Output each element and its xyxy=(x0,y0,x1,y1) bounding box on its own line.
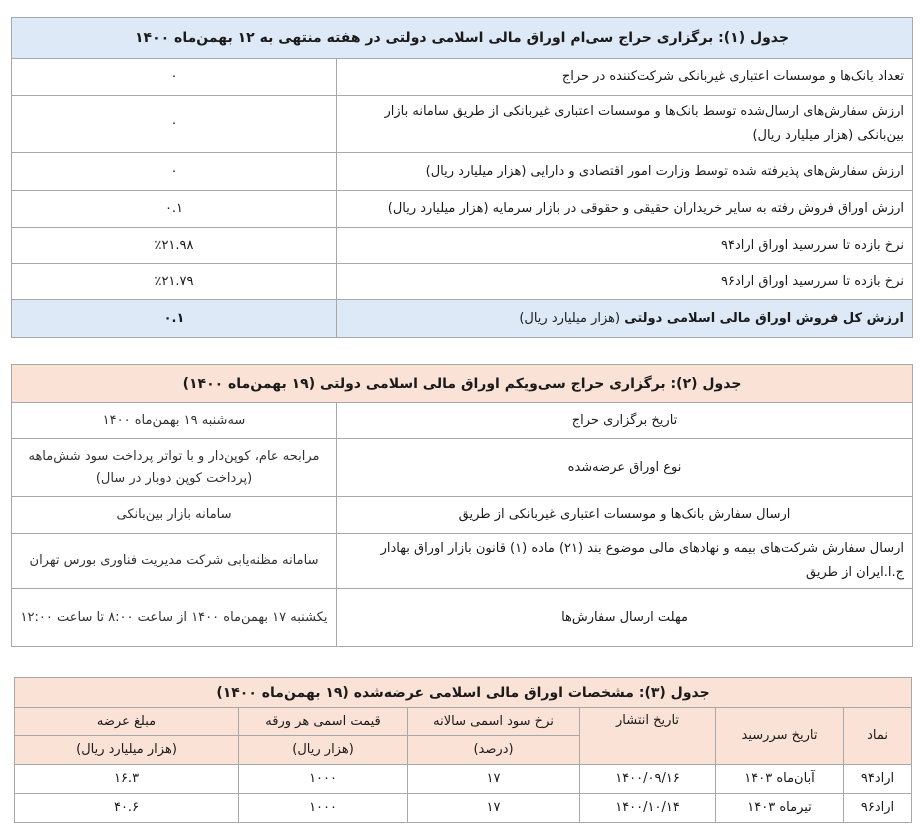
amount-cell: ۱۶.۳ xyxy=(15,765,239,794)
orders-sent-label: ارزش سفارش‌های ارسال‌شده توسط بانک‌ها و موسسات اعتباری غیربانکی از طریق سامانه بازار بین‌بانکی (هزار میلیارد ریال) xyxy=(337,96,913,153)
total-sales-label-main: ارزش کل فروش اوراق مالی اسلامی دولتی xyxy=(624,310,904,326)
bank-channel-label: ارسال سفارش بانک‌ها و موسسات اعتباری غیربانکی از طریق xyxy=(337,497,913,534)
auction-31-table xyxy=(11,364,913,647)
ytm-arad94-value: ٪۲۱.۹۸ xyxy=(12,228,337,264)
amount-cell: ۴۰.۶ xyxy=(15,794,239,823)
total-sales-value: ۰.۱ xyxy=(12,300,337,338)
issue-date-cell: ۱۴۰۰/۱۰/۱۴ xyxy=(580,794,716,823)
insurers-channel-value: سامانه مظنه‌یابی شرکت مدیریت فناوری بورس تهران xyxy=(12,534,337,589)
auction-30-table xyxy=(11,17,913,338)
table-title: جدول (۱): برگزاری حراج سی‌ام اوراق مالی اسلامی دولتی در هفته منتهی به ۱۲ بهمن‌ماه ۱۴۰۰ xyxy=(12,18,913,59)
col-header-amount: مبلغ عرضه xyxy=(15,708,239,736)
orders-accepted-value: ۰ xyxy=(12,153,337,191)
offered-bonds-table xyxy=(14,677,912,823)
other-buyers-label: ارزش اوراق فروش رفته به سایر خریداران حقیقی و حقوقی در بازار سرمایه (هزار میلیارد ریال) xyxy=(337,191,913,228)
symbol-cell: اراد۹۴ xyxy=(844,765,912,794)
order-deadline-value: یکشنبه ۱۷ بهمن‌ماه ۱۴۰۰ از ساعت ۸:۰۰ تا ساعت ۱۲:۰۰ xyxy=(12,589,337,647)
col-header-maturity: تاریخ سررسید xyxy=(716,708,844,765)
ytm-arad96-value: ٪۲۱.۷۹ xyxy=(12,264,337,300)
rate-cell: ۱۷ xyxy=(408,765,580,794)
table-title: جدول (۳): مشخصات اوراق مالی اسلامی عرضه‌شده (۱۹ بهمن‌ماه ۱۴۰۰) xyxy=(15,678,912,708)
maturity-cell: آبان‌ماه ۱۴۰۳ xyxy=(716,765,844,794)
table-row xyxy=(15,765,912,794)
order-deadline-label: مهلت ارسال سفارش‌ها xyxy=(337,589,913,647)
bond-type-value: مرابحه عام، کوپن‌دار و با تواتر پرداخت سود شش‌ماهه (پرداخت کوپن دوبار در سال) xyxy=(12,439,337,497)
col-header-price: قیمت اسمی هر ورقه xyxy=(239,708,408,736)
total-sales-unit: (هزار میلیارد ریال) xyxy=(519,310,625,326)
rate-cell: ۱۷ xyxy=(408,794,580,823)
total-sales-label xyxy=(337,300,913,338)
maturity-cell: تیرماه ۱۴۰۳ xyxy=(716,794,844,823)
participants-label: تعداد بانک‌ها و موسسات اعتباری غیربانکی شرکت‌کننده در حراج xyxy=(337,59,913,96)
col-header-rate-unit: (درصد) xyxy=(408,736,580,765)
ytm-arad94-label: نرخ بازده تا سررسید اوراق اراد۹۴ xyxy=(337,228,913,264)
issue-date-cell: ۱۴۰۰/۰۹/۱۶ xyxy=(580,765,716,794)
auction-date-value: سه‌شنبه ۱۹ بهمن‌ماه ۱۴۰۰ xyxy=(12,403,337,439)
bank-channel-value: سامانه بازار بین‌بانکی xyxy=(12,497,337,534)
price-cell: ۱۰۰۰ xyxy=(239,794,408,823)
orders-sent-value: ۰ xyxy=(12,96,337,153)
table-title: جدول (۲): برگزاری حراج سی‌ویکم اوراق مالی اسلامی دولتی (۱۹ بهمن‌ماه ۱۴۰۰) xyxy=(12,365,913,403)
col-header-rate: نرخ سود اسمی سالانه xyxy=(408,708,580,736)
symbol-cell: اراد۹۶ xyxy=(844,794,912,823)
table-row xyxy=(15,794,912,823)
col-header-amount-unit: (هزار میلیارد ریال) xyxy=(15,736,239,765)
bond-type-label: نوع اوراق عرضه‌شده xyxy=(337,439,913,497)
col-header-price-unit: (هزار ریال) xyxy=(239,736,408,765)
price-cell: ۱۰۰۰ xyxy=(239,765,408,794)
col-header-issue-date: تاریخ انتشار xyxy=(580,708,716,765)
auction-date-label: تاریخ برگزاری حراج xyxy=(337,403,913,439)
participants-value: ۰ xyxy=(12,59,337,96)
orders-accepted-label: ارزش سفارش‌های پذیرفته شده توسط وزارت امور اقتصادی و دارایی (هزار میلیارد ریال) xyxy=(337,153,913,191)
ytm-arad96-label: نرخ بازده تا سررسید اوراق اراد۹۶ xyxy=(337,264,913,300)
other-buyers-value: ۰.۱ xyxy=(12,191,337,228)
insurers-channel-label: ارسال سفارش شرکت‌های بیمه و نهادهای مالی موضوع بند (۲۱) ماده (۱) قانون بازار اوراق بهادار ج.ا.ایران از طریق xyxy=(337,534,913,589)
col-header-symbol: نماد xyxy=(844,708,912,765)
